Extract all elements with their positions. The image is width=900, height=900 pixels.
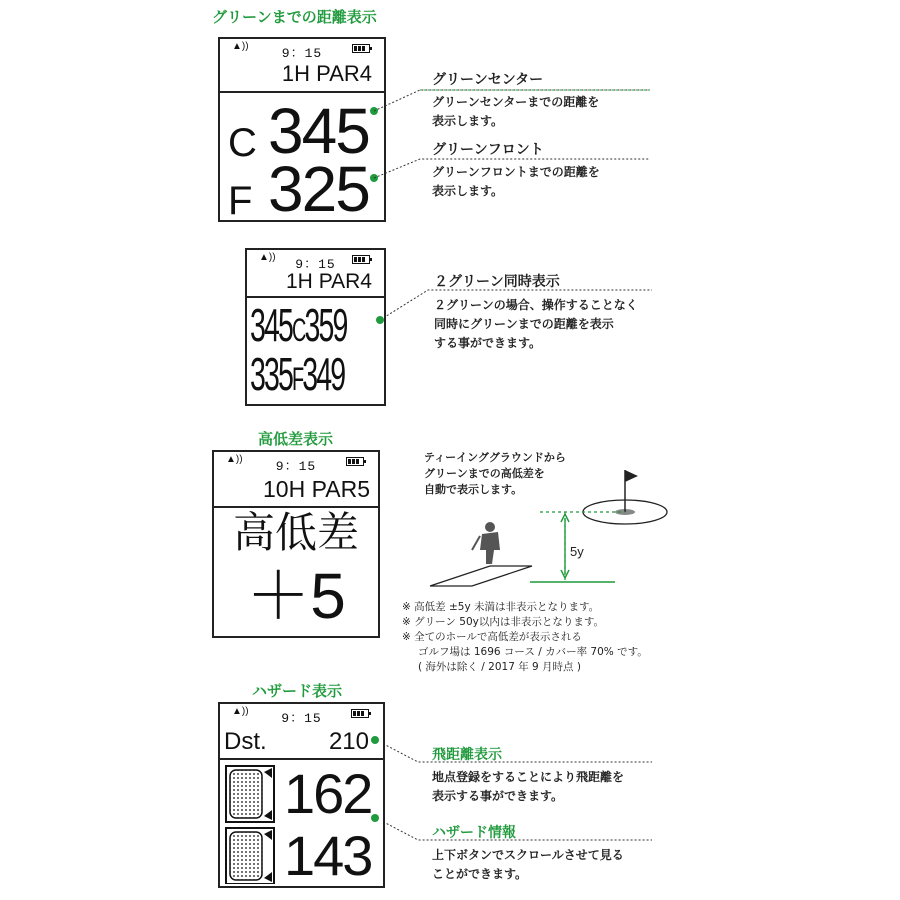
elevation-caption: 高低差: [232, 508, 359, 557]
hole-number: 1H: [285, 270, 313, 293]
device-screen-hazard: [218, 702, 385, 888]
desc-line: 表示します。: [432, 184, 504, 198]
device-screen-two-green: [245, 248, 386, 406]
leader-line-dst: [376, 740, 652, 762]
hole-number: 10H: [263, 476, 306, 502]
elevation-diagram: [420, 460, 680, 595]
clock-time: 9：15: [281, 46, 323, 61]
desc-line: ２グリーンの場合、操作することなく: [434, 298, 638, 312]
callout-label-carry-distance: 飛距離表示: [432, 747, 502, 763]
callout-desc-carry-distance: [432, 768, 624, 806]
callout-label-green-center: グリーンセンター: [432, 72, 544, 88]
dst-label: Dst.: [224, 728, 267, 755]
callout-dot: [371, 814, 379, 822]
desc-line: ティーインググラウンドから: [424, 451, 566, 464]
desc-line: 表示する事ができます。: [432, 789, 564, 803]
desc-line: 上下ボタンでスクロールさせて見る: [432, 848, 624, 862]
flag-icon: [625, 470, 638, 482]
desc-line: グリーンフロントまでの距離を: [432, 165, 600, 179]
gps-signal-icon: ▲)): [259, 252, 276, 263]
front-label: F: [292, 361, 303, 397]
par-value: PAR5: [311, 476, 370, 502]
callout-label-hazard-info: ハザード情報: [432, 825, 516, 841]
gps-signal-icon: ▲)): [226, 454, 243, 465]
desc-line: 表示します。: [432, 114, 504, 128]
front-label: F: [228, 179, 253, 222]
battery-icon: [352, 255, 370, 264]
bunker-icon: [226, 766, 274, 822]
right-green-center: 359: [304, 299, 347, 351]
hazard-distance-2: 143: [284, 824, 372, 887]
callout-desc-green-front: [432, 163, 600, 201]
hole-info: [214, 476, 378, 503]
gps-signal-icon: ▲)): [232, 41, 249, 52]
center-distance: 345: [268, 95, 369, 167]
elevation-value: ＋5: [246, 560, 346, 632]
elevation-label: 5y: [570, 544, 584, 559]
battery-icon: [351, 709, 369, 718]
note-line: ( 海外は除く / 2017 年 9 月時点 ): [418, 661, 581, 673]
section-title-elevation: 高低差表示: [258, 430, 334, 448]
status-bar: [247, 250, 384, 270]
callout-dot: [376, 316, 384, 324]
callout-label-two-green: ２グリーン同時表示: [434, 274, 560, 290]
section-title-distance: グリーンまでの距離表示: [212, 8, 377, 26]
note-line: ゴルフ場は 1696 コース / カバー率 70% です。: [418, 646, 648, 658]
elevation-notes: [402, 600, 648, 675]
desc-line: 同時にグリーンまでの距離を表示: [434, 317, 614, 331]
desc-line: グリーンセンターまでの距離を: [432, 95, 600, 109]
gps-signal-icon: ▲)): [232, 706, 249, 717]
status-bar: [214, 452, 378, 472]
golfer-icon: [472, 522, 500, 564]
callout-desc-hazard-info: [432, 846, 624, 884]
desc-line: 地点登録をすることにより飛距離を: [432, 770, 625, 784]
note-line: ※ グリーン 50y以内は非表示となります。: [402, 616, 604, 628]
section-title-hazard: ハザード表示: [252, 682, 343, 700]
note-line: ※ 高低差 ±5y 未満は非表示となります。: [402, 601, 600, 613]
hole-info: [247, 270, 384, 294]
right-green-front: 349: [302, 348, 345, 400]
clock-time: 9：15: [295, 257, 336, 272]
green-row-center: [250, 299, 347, 351]
divider: [220, 758, 383, 760]
hazard-icons: [224, 764, 276, 884]
divider: [247, 296, 384, 298]
hazard-distance-1: 162: [284, 762, 372, 825]
desc-line: する事ができます。: [434, 336, 542, 350]
front-distance: 325: [268, 153, 369, 222]
callout-dot: [371, 736, 379, 744]
clock-time: 9：15: [281, 711, 322, 726]
callout-desc-green-center: [432, 93, 599, 131]
callout-label-green-front: グリーンフロント: [432, 142, 544, 158]
bunker-icon: [226, 828, 274, 884]
dst-value: 210: [328, 728, 369, 755]
hole-number: 1H: [281, 61, 311, 86]
desc-line: グリーンまでの高低差を: [424, 467, 545, 480]
desc-line: 自動で表示します。: [424, 483, 523, 496]
center-label: C: [292, 312, 305, 348]
status-bar: [220, 704, 383, 724]
desc-line: ことができます。: [432, 867, 528, 881]
clock-time: 9：15: [275, 459, 317, 474]
battery-icon: [346, 457, 364, 466]
device-screen-elevation: [212, 450, 380, 638]
green-row-front: [250, 348, 345, 400]
callout-desc-two-green: [434, 296, 638, 353]
par-value: PAR4: [318, 270, 372, 293]
center-label: C: [228, 121, 257, 165]
par-value: PAR4: [316, 61, 372, 86]
tee-ground: [430, 566, 532, 586]
left-green-center: 345: [250, 299, 293, 351]
left-green-front: 335: [250, 348, 293, 400]
note-line: ※ 全てのホールで高低差が表示される: [402, 631, 582, 643]
